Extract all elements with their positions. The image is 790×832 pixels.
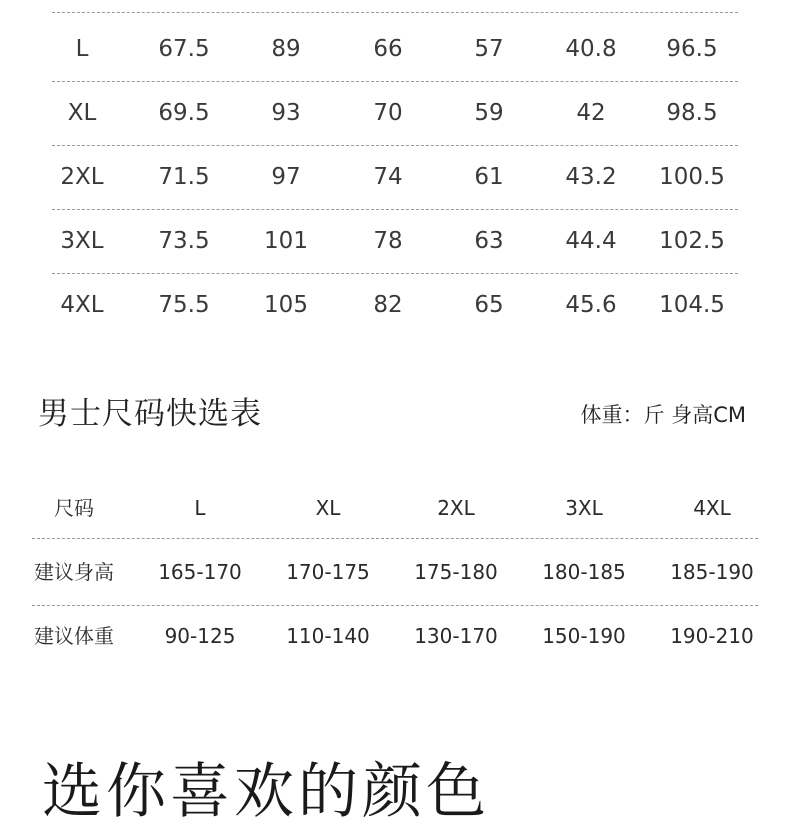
value-cell: 67.5 <box>158 36 210 62</box>
value-cell: 101 <box>264 228 308 254</box>
value-cell: 170-175 <box>286 560 370 584</box>
value-cell: 65 <box>474 292 504 318</box>
value-cell: 130-170 <box>414 624 498 648</box>
value-cell: 82 <box>373 292 403 318</box>
value-cell: 40.8 <box>565 36 617 62</box>
unit-note: 体重：斤 身高CM <box>580 403 746 427</box>
value-cell: 75.5 <box>158 292 210 318</box>
row-label: 建议体重 <box>34 624 114 648</box>
value-cell: 96.5 <box>666 36 718 62</box>
value-cell: 73.5 <box>158 228 210 254</box>
header-cell: 4XL <box>693 496 731 520</box>
value-cell: 185-190 <box>670 560 754 584</box>
table-divider <box>52 145 738 146</box>
row-label: 建议身高 <box>34 560 114 584</box>
quick-select-row-height <box>0 552 790 592</box>
value-cell: 175-180 <box>414 560 498 584</box>
quick-select-header-row <box>0 488 790 528</box>
size-cell: 3XL <box>60 228 104 254</box>
header-cell: 2XL <box>437 496 475 520</box>
value-cell: 57 <box>474 36 504 62</box>
value-cell: 66 <box>373 36 403 62</box>
size-cell: XL <box>67 100 97 126</box>
value-cell: 93 <box>271 100 301 126</box>
value-cell: 97 <box>271 164 301 190</box>
value-cell: 150-190 <box>542 624 626 648</box>
value-cell: 104.5 <box>659 292 725 318</box>
table-divider <box>52 12 738 13</box>
size-cell: 2XL <box>60 164 104 190</box>
table-row <box>32 221 744 261</box>
value-cell: 100.5 <box>659 164 725 190</box>
value-cell: 165-170 <box>158 560 242 584</box>
table-divider <box>52 81 738 82</box>
header-cell: XL <box>315 496 341 520</box>
table-divider <box>32 538 758 539</box>
value-cell: 180-185 <box>542 560 626 584</box>
header-cell: 尺码 <box>54 496 94 520</box>
value-cell: 61 <box>474 164 504 190</box>
value-cell: 42 <box>576 100 606 126</box>
table-row <box>32 285 744 325</box>
color-section-heading: 选你喜欢的颜色 <box>42 757 490 827</box>
value-cell: 110-140 <box>286 624 370 648</box>
header-cell: 3XL <box>565 496 603 520</box>
size-cell: 4XL <box>60 292 104 318</box>
table-row <box>32 157 744 197</box>
value-cell: 71.5 <box>158 164 210 190</box>
value-cell: 59 <box>474 100 504 126</box>
table-row <box>32 29 744 69</box>
value-cell: 105 <box>264 292 308 318</box>
quick-select-row-weight <box>0 616 790 656</box>
table-divider <box>32 605 758 606</box>
value-cell: 45.6 <box>565 292 617 318</box>
table-row <box>32 93 744 133</box>
size-cell: L <box>75 36 89 62</box>
value-cell: 63 <box>474 228 504 254</box>
value-cell: 78 <box>373 228 403 254</box>
value-cell: 102.5 <box>659 228 725 254</box>
table-divider <box>52 209 738 210</box>
value-cell: 190-210 <box>670 624 754 648</box>
value-cell: 43.2 <box>565 164 617 190</box>
header-cell: L <box>194 496 206 520</box>
value-cell: 70 <box>373 100 403 126</box>
value-cell: 44.4 <box>565 228 617 254</box>
table-divider <box>52 273 738 274</box>
quick-select-title: 男士尺码快选表 <box>38 396 262 432</box>
value-cell: 98.5 <box>666 100 718 126</box>
value-cell: 69.5 <box>158 100 210 126</box>
value-cell: 89 <box>271 36 301 62</box>
value-cell: 90-125 <box>164 624 236 648</box>
value-cell: 74 <box>373 164 403 190</box>
